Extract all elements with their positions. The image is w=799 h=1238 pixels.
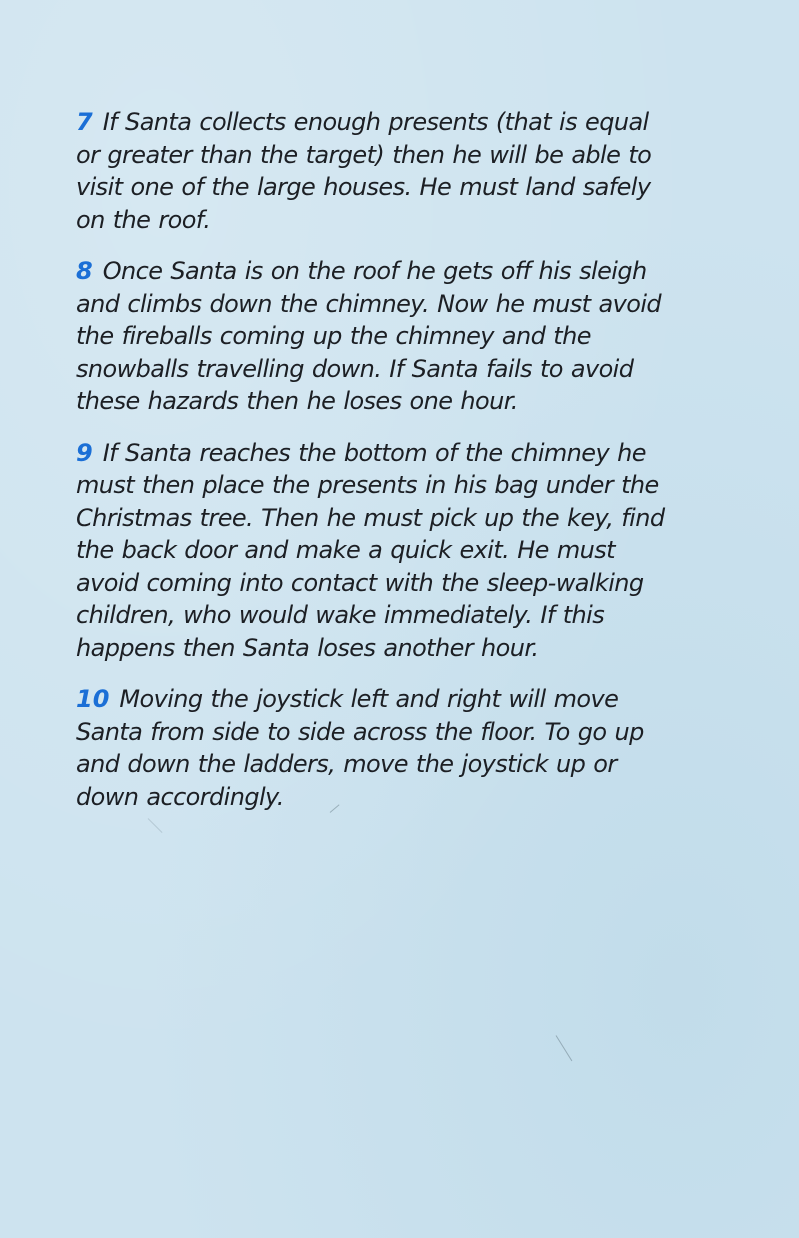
step-8-line-1 <box>76 255 736 288</box>
step-9-number: 9 <box>76 438 93 467</box>
step-9-line-5: avoid coming into contact with the sleep-walking <box>76 568 644 597</box>
step-8-line-4: snowballs travelling down. If Santa fails to avoid <box>76 354 634 383</box>
step-10-line-3: and down the ladders, move the joystick up or <box>76 750 617 778</box>
instructions-page <box>76 106 736 832</box>
instruction-step-8 <box>76 255 736 418</box>
paper-scratch-mark <box>556 1035 573 1061</box>
step-7-line-1 <box>76 106 736 139</box>
instruction-step-9 <box>76 437 736 665</box>
step-9-line-1 <box>76 437 736 470</box>
step-9-line-3: Christmas tree. Then he must pick up the key, find <box>76 503 665 532</box>
step-8-text-1: Once Santa is on the roof he gets off his sleigh <box>102 257 647 285</box>
step-7-text-1: If Santa collects enough presents (that is equal <box>102 108 649 136</box>
step-8-number: 8 <box>76 257 93 285</box>
step-8-line-5: these hazards then he loses one hour. <box>76 387 518 415</box>
step-9-line-4: the back door and make a quick exit. He must <box>76 536 615 564</box>
step-7-line-4: on the roof. <box>76 205 211 234</box>
step-10-line-2: Santa from side to side across the floor. To go up <box>76 717 644 746</box>
step-9-line-6: children, who would wake immediately. If this <box>76 601 605 629</box>
step-10-line-1 <box>76 683 736 716</box>
step-9-text-1: If Santa reaches the bottom of the chimney he <box>102 438 646 467</box>
step-9-line-2: must then place the presents in his bag under the <box>76 471 659 499</box>
step-8-line-3: the fireballs coming up the chimney and the <box>76 322 591 350</box>
step-7-line-3: visit one of the large houses. He must land safely <box>76 173 651 201</box>
step-10-text-1: Moving the joystick left and right will move <box>119 685 619 713</box>
step-8-line-2: and climbs down the chimney. Now he must avoid <box>76 289 662 318</box>
instruction-step-10 <box>76 683 736 813</box>
step-10-line-4: down accordingly. <box>76 782 284 811</box>
step-7-line-2: or greater than the target) then he will be able to <box>76 140 652 169</box>
instruction-step-7 <box>76 106 736 236</box>
step-7-number: 7 <box>76 108 93 136</box>
step-10-number: 10 <box>76 685 110 713</box>
step-9-line-7: happens then Santa loses another hour. <box>76 633 539 662</box>
